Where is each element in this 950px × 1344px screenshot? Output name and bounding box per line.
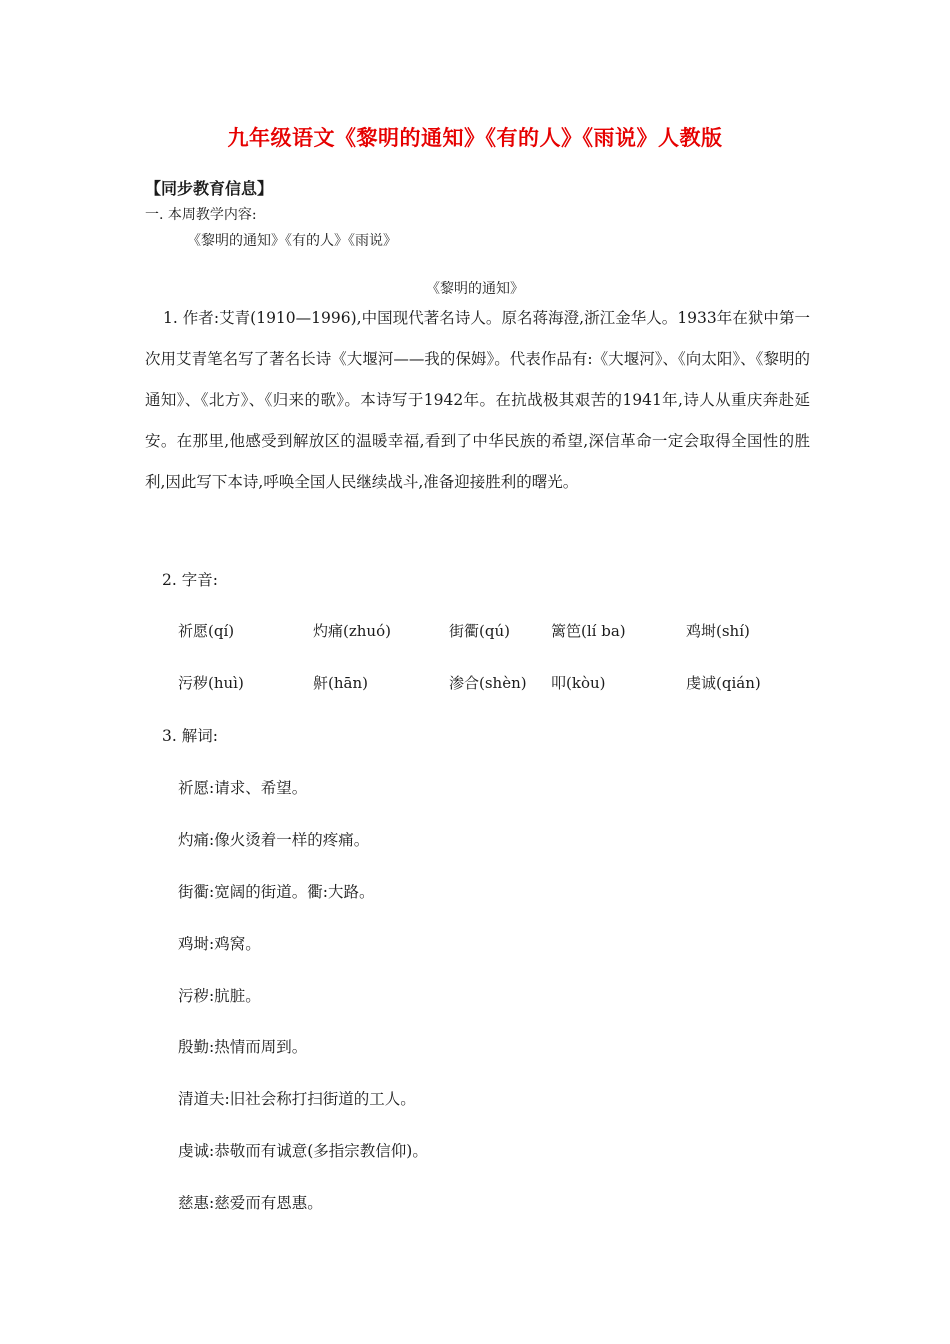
definitions-label: 3. 解词:: [162, 727, 218, 745]
poem-heading: 《黎明的通知》: [426, 281, 524, 297]
pinyin-item: 污秽(huì): [178, 674, 244, 692]
pinyin-item: 鼾(hān): [313, 674, 368, 692]
document-title: 九年级语文《黎明的通知》《有的人》《雨说》人教版: [227, 126, 723, 150]
week-content-label: 一. 本周教学内容:: [145, 207, 257, 223]
author-paragraph-text: 1. 作者:艾青(1910—1996),中国现代著名诗人。原名蒋海澄,浙江金华人。1933年在狱中第一次用艾青笔名写了著名长诗《大堰河——我的保姆》。代表作品有:《大堰河》、《向太阳》、《黎明的通知》、《北方》、《归来的歌》。本诗写于1942年。在抗战极其艰苦的1941年,诗人从重庆奔赴延安。在那里,他感受到解放区的温暖幸福,看到了中华民族的希望,深信革命一定会取得全国性的胜利,因此写下本诗,呼唤全国人民继续战斗,准备迎接胜利的曙光。: [145, 309, 810, 491]
author-paragraph: [145, 298, 810, 503]
pinyin-item: 祈愿(qí): [178, 622, 235, 640]
pinyin-item: 叩(kòu): [551, 674, 606, 692]
pinyin-item: 渗合(shèn): [449, 674, 527, 692]
definition-item: 慈惠:慈爱而有恩惠。: [178, 1194, 323, 1212]
definition-item: 虔诚:恭敬而有诚意(多指宗教信仰)。: [178, 1142, 428, 1160]
pronunciation-label: 2. 字音:: [162, 571, 218, 589]
pinyin-item: 篱笆(lí ba): [551, 622, 626, 640]
pinyin-item: 街衢(qú): [449, 622, 510, 640]
definition-item: 灼痛:像火烫着一样的疼痛。: [178, 831, 370, 849]
pinyin-item: 灼痛(zhuó): [313, 622, 391, 640]
week-content-items: 《黎明的通知》《有的人》《雨说》: [187, 233, 397, 249]
definition-item: 祈愿:请求、希望。: [178, 779, 308, 797]
definition-item: 清道夫:旧社会称打扫街道的工人。: [178, 1090, 416, 1108]
definition-item: 街衢:宽阔的街道。衢:大路。: [178, 883, 375, 901]
definition-item: 鸡埘:鸡窝。: [178, 935, 261, 953]
definition-item: 殷勤:热情而周到。: [178, 1038, 308, 1056]
definition-item: 污秽:肮脏。: [178, 987, 261, 1005]
section-header: 【同步教育信息】: [145, 179, 274, 198]
pinyin-item: 虔诚(qián): [686, 674, 761, 692]
pinyin-item: 鸡埘(shí): [686, 622, 750, 640]
